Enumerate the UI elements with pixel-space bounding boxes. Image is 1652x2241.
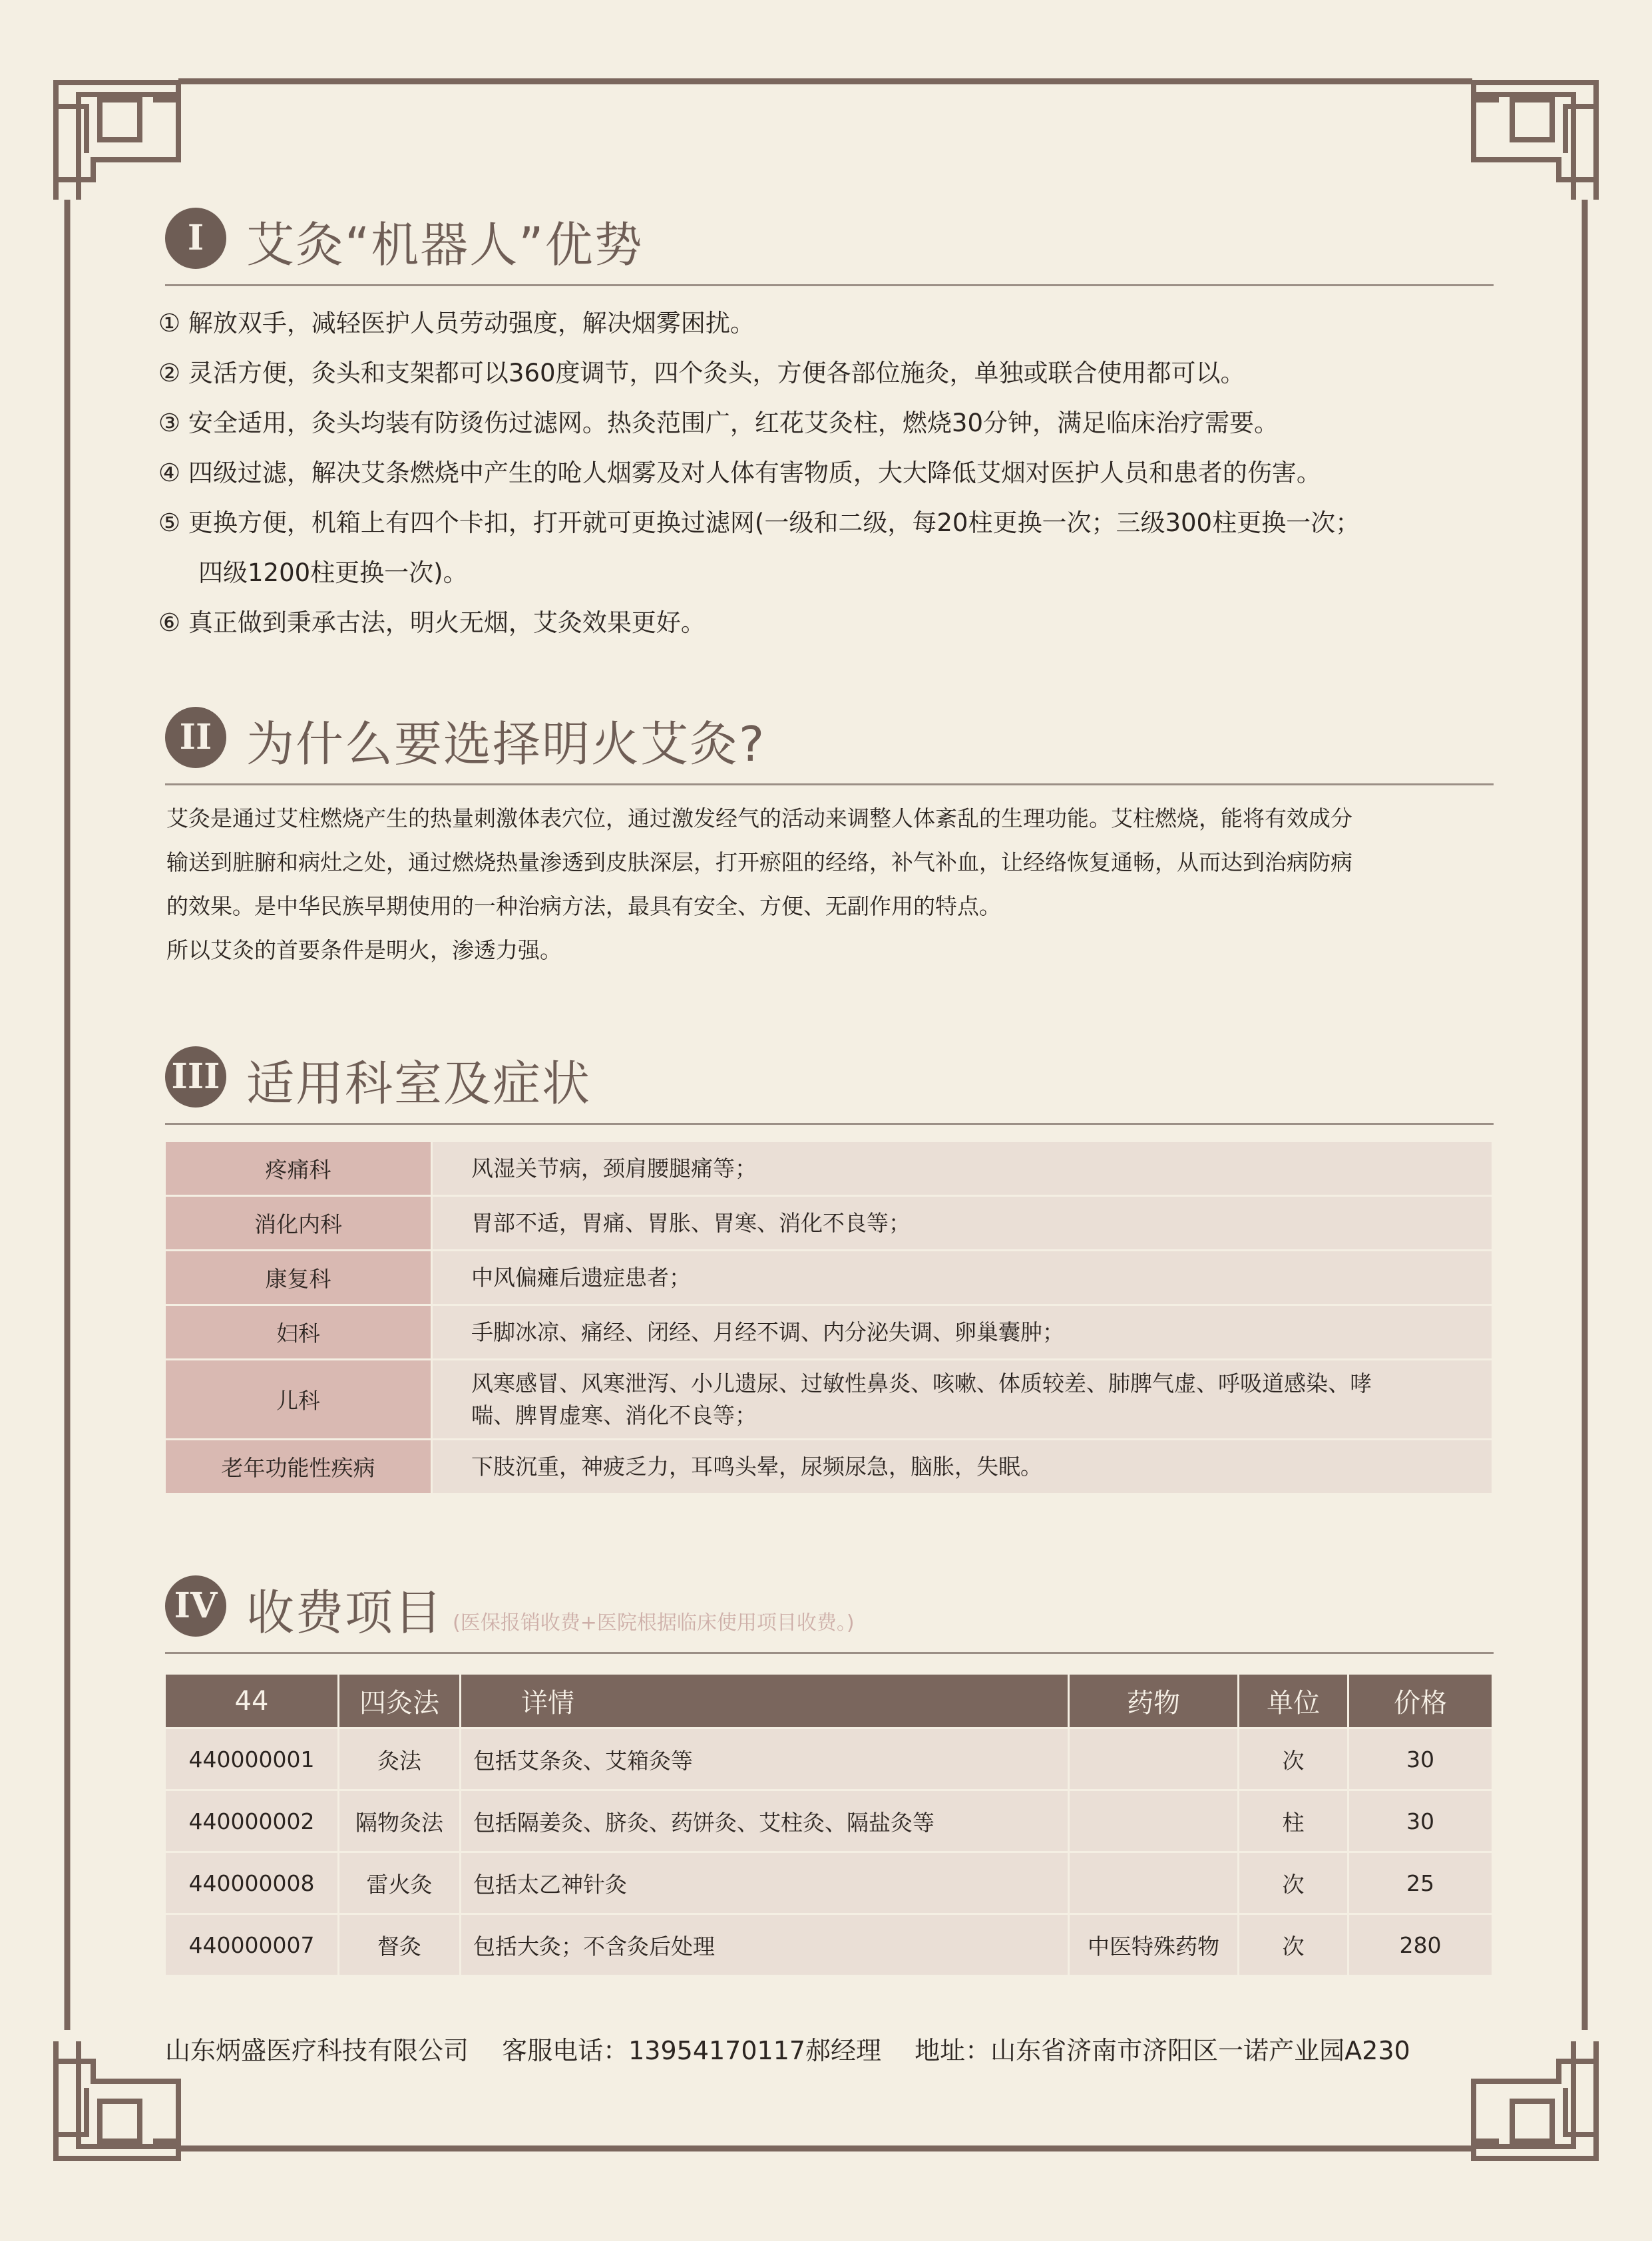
method-cell: 督灸	[339, 1914, 461, 1976]
departments-table	[164, 1140, 1494, 1495]
unit-cell: 柱	[1239, 1790, 1348, 1852]
table-row	[165, 1790, 1493, 1852]
advantage-item: ① 解放双手，减轻医护人员劳动强度，解决烟雾困扰。	[158, 309, 755, 337]
table-row	[165, 1305, 1493, 1360]
symptoms-cell: 风寒感冒、风寒泄泻、小儿遗尿、过敏性鼻炎、咳嗽、体质较差、肺脾气虚、呼吸道感染、哮喘、脾胃虚寒、消化不良等；	[432, 1360, 1493, 1440]
section-fees-header	[165, 1567, 1494, 1654]
method-cell: 灸法	[339, 1729, 461, 1790]
section-divider	[165, 1652, 1494, 1654]
phone-number: 客服电话：13954170117郝经理	[502, 2036, 882, 2065]
code-cell: 440000008	[165, 1852, 339, 1914]
unit-cell: 次	[1239, 1852, 1348, 1914]
table-row	[165, 1729, 1493, 1790]
unit-cell: 次	[1239, 1729, 1348, 1790]
table-header-row	[165, 1674, 1493, 1729]
medicine-cell: 中医特殊药物	[1069, 1914, 1239, 1976]
table-row	[165, 1852, 1493, 1914]
medicine-cell	[1069, 1852, 1239, 1914]
advantage-item: ② 灵活方便，灸头和支架都可以360度调节，四个灸头，方便各部位施灸，单独或联合使用都可以。	[158, 359, 1245, 387]
address: 地址：山东省济南市济阳区一诺产业园A230	[915, 2036, 1410, 2065]
method-cell: 雷火灸	[339, 1852, 461, 1914]
detail-cell: 包括大灸；不含灸后处理	[461, 1914, 1069, 1976]
section-numeral: III	[165, 1046, 226, 1108]
detail-cell: 包括艾条灸、艾箱灸等	[461, 1729, 1069, 1790]
section-title: 为什么要选择明火艾灸?	[246, 716, 766, 772]
department-cell: 康复科	[165, 1251, 432, 1305]
section-divider	[165, 284, 1494, 286]
department-cell: 疼痛科	[165, 1141, 432, 1196]
column-header: 详情	[461, 1674, 1069, 1729]
symptoms-cell: 胃部不适，胃痛、胃胀、胃寒、消化不良等；	[432, 1196, 1493, 1251]
column-header: 单位	[1239, 1674, 1348, 1729]
department-cell: 妇科	[165, 1305, 432, 1360]
table-row	[165, 1196, 1493, 1251]
why-line: 艾灸是通过艾柱燃烧产生的热量刺激体表穴位，通过激发经气的活动来调整人体紊乱的生理功能。艾柱燃烧，能将有效成分	[166, 805, 1352, 831]
section-divider	[165, 783, 1494, 785]
symptoms-cell: 风湿关节病，颈肩腰腿痛等；	[432, 1141, 1493, 1196]
table-row	[165, 1440, 1493, 1494]
why-line: 的效果。是中华民族早期使用的一种治病方法，最具有安全、方便、无副作用的特点。	[166, 893, 1001, 919]
symptoms-cell: 手脚冰凉、痛经、闭经、月经不调、内分泌失调、卵巢囊肿；	[432, 1305, 1493, 1360]
advantage-item: ③ 安全适用，灸头均装有防烫伤过滤网。热灸范围广，红花艾灸柱，燃烧30分钟，满足临床治疗需要。	[158, 409, 1279, 437]
detail-cell: 包括隔姜灸、脐灸、药饼灸、艾柱灸、隔盐灸等	[461, 1790, 1069, 1852]
why-paragraph	[166, 797, 1498, 972]
column-header: 价格	[1348, 1674, 1493, 1729]
section-numeral: IV	[165, 1575, 226, 1637]
advantage-item: ⑤ 更换方便，机箱上有四个卡扣，打开就可更换过滤网(一级和二级，每20柱更换一次；三级300柱更换一次；	[158, 509, 1360, 537]
department-cell: 老年功能性疾病	[165, 1440, 432, 1494]
code-cell: 440000002	[165, 1790, 339, 1852]
section-numeral: I	[165, 208, 226, 269]
advantage-item-continued: 四级1200柱更换一次)。	[198, 558, 468, 587]
column-header: 四灸法	[339, 1674, 461, 1729]
detail-cell: 包括太乙神针灸	[461, 1852, 1069, 1914]
code-cell: 440000007	[165, 1914, 339, 1976]
column-header: 44	[165, 1674, 339, 1729]
section-title-text: 收费项目	[246, 1585, 444, 1641]
symptoms-cell: 下肢沉重，神疲乏力，耳鸣头晕，尿频尿急，脑胀，失眠。	[432, 1440, 1493, 1494]
footer-contact	[165, 2030, 1436, 2067]
section-title: 艾灸“机器人”优势	[246, 217, 644, 273]
advantage-item: ⑥ 真正做到秉承古法，明火无烟，艾灸效果更好。	[158, 608, 706, 637]
section-title: 适用科室及症状	[246, 1056, 592, 1112]
symptoms-cell: 中风偏瘫后遗症患者；	[432, 1251, 1493, 1305]
section-note: (医保报销收费+医院根据临床使用项目收费。)	[453, 1611, 855, 1635]
advantages-list	[158, 298, 1496, 648]
section-why-header	[165, 699, 1494, 785]
table-row	[165, 1141, 1493, 1196]
section-advantages-header	[165, 200, 1494, 286]
company-name: 山东炳盛医疗科技有限公司	[165, 2036, 469, 2065]
department-cell: 消化内科	[165, 1196, 432, 1251]
why-line: 输送到脏腑和病灶之处，通过燃烧热量渗透到皮肤深层，打开瘀阻的经络，补气补血，让经络恢复通畅，从而达到治病防病	[166, 849, 1352, 875]
fees-table	[164, 1673, 1494, 1977]
medicine-cell	[1069, 1729, 1239, 1790]
department-cell: 儿科	[165, 1360, 432, 1440]
table-row	[165, 1251, 1493, 1305]
code-cell: 440000001	[165, 1729, 339, 1790]
medicine-cell	[1069, 1790, 1239, 1852]
price-cell: 30	[1348, 1729, 1493, 1790]
method-cell: 隔物灸法	[339, 1790, 461, 1852]
price-cell: 280	[1348, 1914, 1493, 1976]
table-row	[165, 1360, 1493, 1440]
unit-cell: 次	[1239, 1914, 1348, 1976]
section-divider	[165, 1123, 1494, 1125]
section-numeral: II	[165, 707, 226, 768]
section-departments-header	[165, 1038, 1494, 1125]
price-cell: 30	[1348, 1790, 1493, 1852]
section-title	[246, 1574, 855, 1643]
price-cell: 25	[1348, 1852, 1493, 1914]
advantage-item: ④ 四级过滤，解决艾条燃烧中产生的呛人烟雾及对人体有害物质，大大降低艾烟对医护人员和患者的伤害。	[158, 459, 1321, 487]
why-line: 所以艾灸的首要条件是明火，渗透力强。	[166, 937, 562, 963]
column-header: 药物	[1069, 1674, 1239, 1729]
table-row	[165, 1914, 1493, 1976]
